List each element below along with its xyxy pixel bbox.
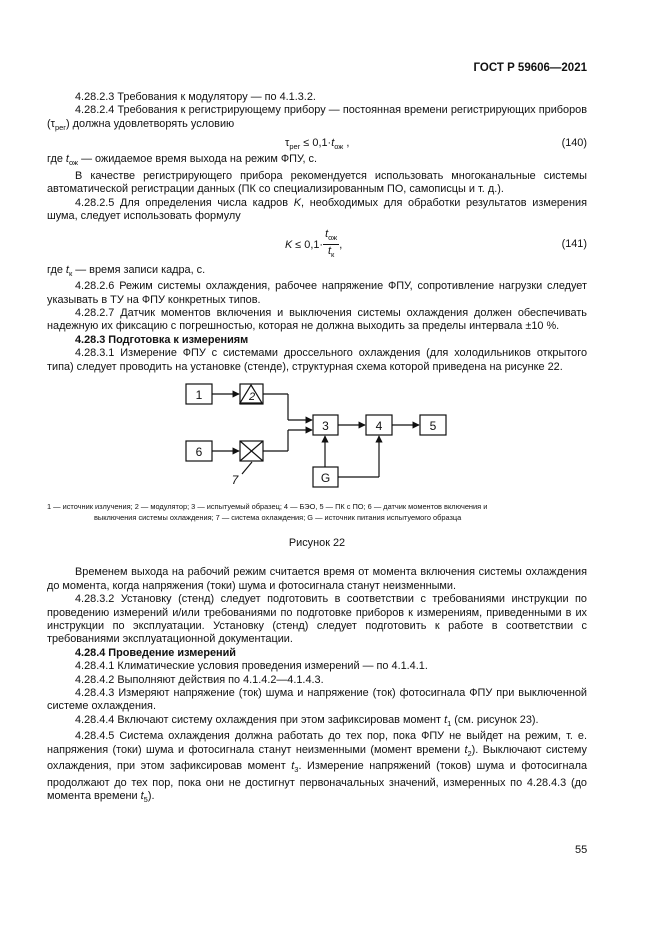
section-heading: 4.28.3 Подготовка к измерениям <box>75 333 249 346</box>
paragraph: 4.28.3.2 Установку (стенд) следует подготовить в соответствии с требованиями инструкции по проведению измерений и/или требованиями по подготовке приборов к измерениям, приведенными в их инструкции по эксплуатации. Установку (стенд) следует подготовить к работе в соответствии с требованиями эксплуатационной документации. <box>47 593 587 646</box>
block-G-label: G <box>320 471 331 486</box>
paragraph: 4.28.4.4 Включают систему охлаждения при этом зафиксировав момент $t_1$ (см. рисунок 23). <box>75 713 539 729</box>
label-7: 7 <box>231 473 239 488</box>
block-6-label: 6 <box>195 445 203 460</box>
paragraph: где $t_к$ — время записи кадра, с. <box>47 263 206 278</box>
document-header: ГОСТ Р 59606—2021 <box>473 62 587 74</box>
formula-expression: K ≤ 0,1· $\frac{t_{ож}}{t_к}$ , <box>285 228 342 262</box>
formula-number: (140) <box>561 137 587 150</box>
paragraph: 4.28.2.3 Требования к модулятору — по 4.1.3.2. <box>75 91 316 103</box>
paragraph: 4.28.3.1 Измерение ФПУ с системами дроссельного охлаждения (для холодильников открытого типа) следует проводить на установке (стенде), структурная схема которой приведена на рисунке 22. <box>47 347 587 373</box>
paragraph: 4.28.2.7 Датчик моментов включения и выключения системы охлаждения должен обеспечивать надежную их фиксацию с погрешностью, которая не должна выходить за пределы интервала ±10 %. <box>47 306 587 333</box>
paragraph: где $t_{ож}$ — ожидаемое время выхода на режим ФПУ, с. <box>47 153 317 168</box>
block-5-label: 5 <box>429 419 437 434</box>
paragraph: 4.28.2.6 Режим системы охлаждения, рабочее напряжение ФПУ, сопротивление нагрузки следует указывать в ТУ на ФПУ конкретных типов. <box>47 280 587 306</box>
block-1-label: 1 <box>195 388 203 403</box>
paragraph: Временем выхода на рабочий режим считается время от момента включения системы охлаждения до момента, когда напряжения (токи) шума и фотосигнала станут неизменными. <box>47 566 587 592</box>
section-heading: 4.28.4 Проведение измерений <box>75 646 236 659</box>
fraction: $\frac{t_{ож}}{t_к}$ <box>325 227 338 260</box>
legend-line: 1 — источник излучения; 2 — модулятор; 3 — испытуемый образец; 4 — БЭО, 5 — ПК с ПО; 6 — датчик моментов включения и <box>47 502 488 512</box>
paragraph: 4.28.4.2 Выполняют действия по 4.1.4.2—4.1.4.3. <box>75 673 324 686</box>
formula-140 <box>47 134 587 153</box>
formula-number: (141) <box>561 237 587 250</box>
page-number: 55 <box>575 844 588 856</box>
block-3-label: 3 <box>322 419 329 434</box>
formula-141 <box>47 224 587 264</box>
block-4-label: 4 <box>375 419 383 434</box>
figure-legend <box>47 501 587 523</box>
paragraph: 4.28.4.3 Измеряют напряжение (ток) шума и напряжение (ток) фотосигнала ФПУ при выключенной системе охлаждения. <box>47 687 587 713</box>
paragraph: 4.28.2.4 Требования к регистрирующему прибору — постоянная времени регистрирующих приборов $(\tau_{рег})$ должна удовлетворять условию <box>47 104 587 132</box>
paragraph: 4.28.4.1 Климатические условия проведения измерений — по 4.1.4.1. <box>75 660 428 673</box>
paragraph: В качестве регистрирующего прибора рекомендуется использовать многоканальные системы автоматической регистрации данных (ПК со специализированным ПО, самописцы и т. д.). <box>47 169 587 196</box>
page-content <box>47 91 587 807</box>
block-diagram-svg <box>180 380 450 498</box>
block-diagram <box>47 380 587 498</box>
legend-line: выключения системы охлаждения; 7 — система охлаждения; G — источник питания испытуемого образца <box>94 513 462 523</box>
formula-expression: $\tau_{рег} \le 0,1\cdot t_{ож}$ , <box>285 137 350 152</box>
paragraph: 4.28.4.5 Система охлаждения должна работать до тех пор, пока ФПУ не выйдет на режим, т. е. напряжения (токи) шума и фотосигнала станут неизменными (момент времени $t_2$). Выключают систему охлаждения, при этом зафиксировав момент $t_3$. Измерение напряжений (токов) шума и фотосигнала продолжают до тех пор, пока они не достигнут первоначальных значений, измеренных по 4.28.4.3 (до момента времени $t_5$). <box>47 730 588 805</box>
block-2-label: 2 <box>248 391 256 404</box>
figure-caption: Рисунок 22 <box>288 537 346 550</box>
paragraph: 4.28.2.5 Для определения числа кадров K, необходимых для обработки результатов измерения шума, следует использовать формулу <box>47 196 587 223</box>
